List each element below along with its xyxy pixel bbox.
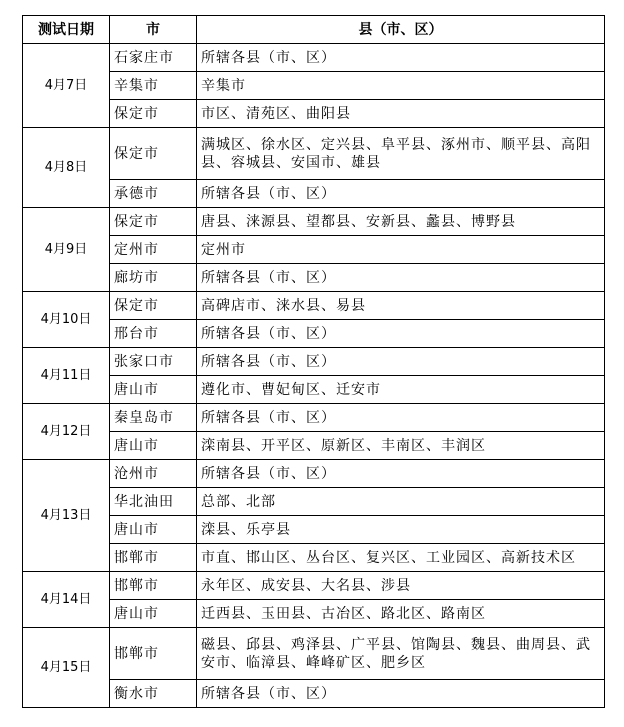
table-row [23,544,605,572]
county-cell: 所辖各县（市、区） [197,320,605,348]
table-row [23,72,605,100]
county-cell: 所辖各县（市、区） [197,460,605,488]
table-row [23,236,605,264]
city-cell: 保定市 [110,128,197,180]
date-cell: 4月10日 [23,292,110,348]
table-row [23,516,605,544]
county-cell: 所辖各县（市、区） [197,404,605,432]
county-cell: 迁西县、玉田县、古冶区、路北区、路南区 [197,600,605,628]
county-cell: 永年区、成安县、大名县、涉县 [197,572,605,600]
city-cell: 衡水市 [110,680,197,708]
city-cell: 张家口市 [110,348,197,376]
city-cell: 唐山市 [110,376,197,404]
header-date: 测试日期 [23,16,110,44]
county-cell: 所辖各县（市、区） [197,264,605,292]
city-cell: 唐山市 [110,432,197,460]
date-cell: 4月11日 [23,348,110,404]
county-cell: 定州市 [197,236,605,264]
county-cell: 遵化市、曹妃甸区、迁安市 [197,376,605,404]
table-row [23,572,605,600]
city-cell: 邯郸市 [110,544,197,572]
table-row [23,292,605,320]
test-schedule-table [22,15,605,708]
county-cell: 满城区、徐水区、定兴县、阜平县、涿州市、顺平县、高阳县、容城县、安国市、雄县 [197,128,605,180]
table-row [23,208,605,236]
city-cell: 华北油田 [110,488,197,516]
city-cell: 唐山市 [110,600,197,628]
table-row [23,376,605,404]
county-cell: 辛集市 [197,72,605,100]
county-cell: 总部、北部 [197,488,605,516]
county-cell: 磁县、邱县、鸡泽县、广平县、馆陶县、魏县、曲周县、武安市、临漳县、峰峰矿区、肥乡区 [197,628,605,680]
date-cell: 4月15日 [23,628,110,708]
city-cell: 承德市 [110,180,197,208]
table-row [23,348,605,376]
table-row [23,432,605,460]
city-cell: 唐山市 [110,516,197,544]
city-cell: 邯郸市 [110,572,197,600]
city-cell: 邢台市 [110,320,197,348]
table-row [23,44,605,72]
table-row [23,320,605,348]
city-cell: 石家庄市 [110,44,197,72]
city-cell: 保定市 [110,208,197,236]
city-cell: 秦皇岛市 [110,404,197,432]
county-cell: 所辖各县（市、区） [197,180,605,208]
date-cell: 4月7日 [23,44,110,128]
table-row [23,600,605,628]
county-cell: 所辖各县（市、区） [197,680,605,708]
header-city: 市 [110,16,197,44]
header-row [23,16,605,44]
date-cell: 4月8日 [23,128,110,208]
county-cell: 所辖各县（市、区） [197,44,605,72]
city-cell: 廊坊市 [110,264,197,292]
county-cell: 滦南县、开平区、原新区、丰南区、丰润区 [197,432,605,460]
table-row [23,628,605,680]
city-cell: 保定市 [110,292,197,320]
header-county: 县（市、区） [197,16,605,44]
county-cell: 唐县、涞源县、望都县、安新县、蠡县、博野县 [197,208,605,236]
table-row [23,460,605,488]
city-cell: 定州市 [110,236,197,264]
city-cell: 辛集市 [110,72,197,100]
date-cell: 4月14日 [23,572,110,628]
table-row [23,128,605,180]
table-row [23,264,605,292]
table-row [23,680,605,708]
table-row [23,180,605,208]
county-cell: 高碑店市、涞水县、易县 [197,292,605,320]
table-row [23,488,605,516]
county-cell: 市区、清苑区、曲阳县 [197,100,605,128]
county-cell: 市直、邯山区、丛台区、复兴区、工业园区、高新技术区 [197,544,605,572]
county-cell: 滦县、乐亭县 [197,516,605,544]
county-cell: 所辖各县（市、区） [197,348,605,376]
table-row [23,100,605,128]
city-cell: 保定市 [110,100,197,128]
table-row [23,404,605,432]
date-cell: 4月9日 [23,208,110,292]
city-cell: 邯郸市 [110,628,197,680]
city-cell: 沧州市 [110,460,197,488]
date-cell: 4月12日 [23,404,110,460]
date-cell: 4月13日 [23,460,110,572]
